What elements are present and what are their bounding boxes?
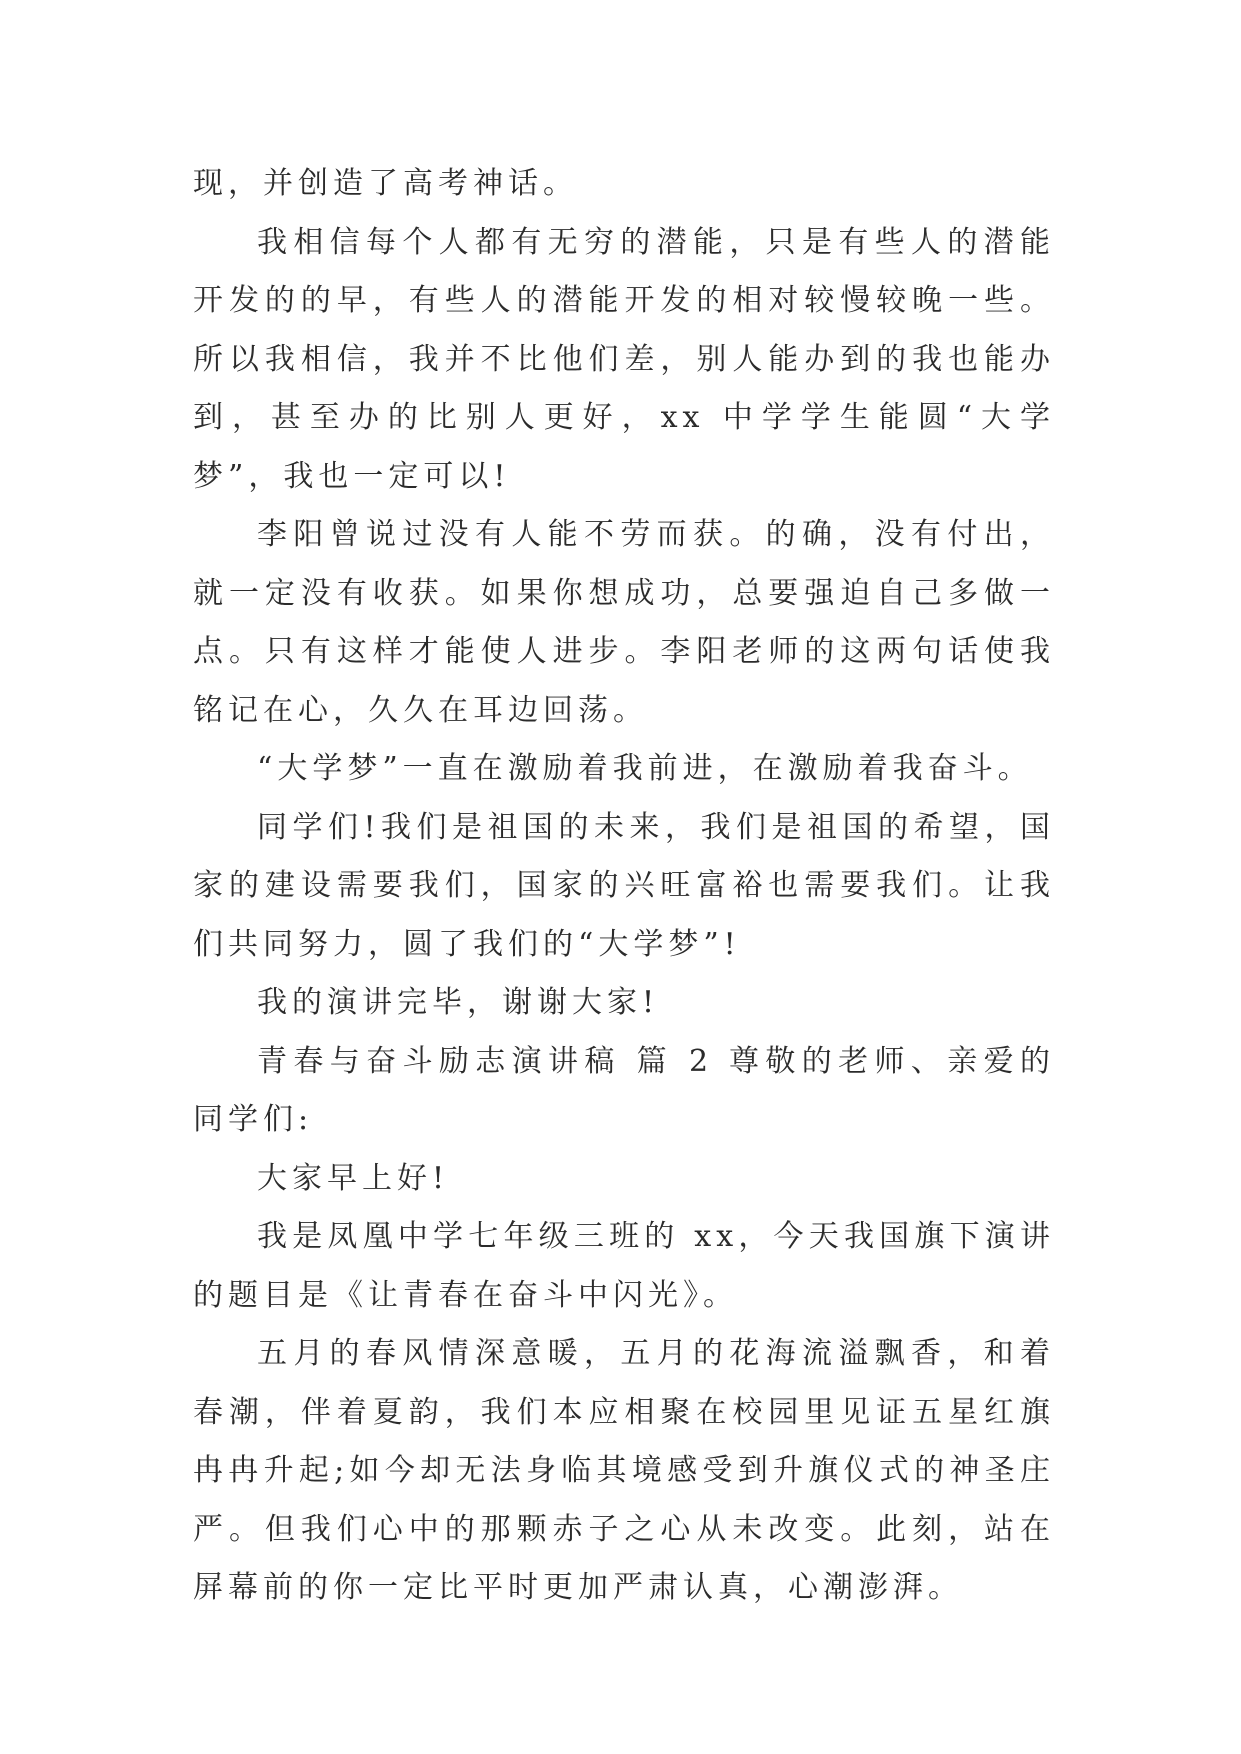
paragraph-5: 同学们!我们是祖国的未来，我们是祖国的希望，国家的建设需要我们，国家的兴旺富裕也需要我们。让我们共同努力，圆了我们的“大学梦”! <box>193 809 1055 962</box>
document-body <box>193 155 1055 1618</box>
paragraph-6: 我的演讲完毕，谢谢大家! <box>257 985 660 1020</box>
paragraph-2: 我相信每个人都有无穷的潜能，只是有些人的潜能开发的的早，有些人的潜能开发的相对较慢较晚一些。所以我相信，我并不比他们差，别人能办到的我也能办到，甚至办的比别人更好，xx 中学学生能圆“大学梦”，我也一定可以! <box>193 224 1055 494</box>
paragraph-1: 现，并创造了高考神话。 <box>193 166 578 201</box>
paragraph-3: 李阳曾说过没有人能不劳而获。的确，没有付出，就一定没有收获。如果你想成功，总要强迫自己多做一点。只有这样才能使人进步。李阳老师的这两句话使我铭记在心，久久在耳边回荡。 <box>193 517 1055 728</box>
paragraph-7-section-heading: 青春与奋斗励志演讲稿 篇 2 尊敬的老师、亲爱的同学们: <box>193 1043 1055 1137</box>
paragraph-8: 大家早上好! <box>257 1160 450 1196</box>
paragraph-10: 五月的春风情深意暖，五月的花海流溢飘香，和着春潮，伴着夏韵，我们本应相聚在校园里见证五星红旗冉冉升起;如今却无法身临其境感受到升旗仪式的神圣庄严。但我们心中的那颗赤子之心从未改变。此刻，站在屏幕前的你一定比平时更加严肃认真，心潮澎湃。 <box>193 1336 1055 1605</box>
paragraph-9: 我是凤凰中学七年级三班的 xx，今天我国旗下演讲的题目是《让青春在奋斗中闪光》。 <box>193 1219 1055 1313</box>
paragraph-4: “大学梦”一直在激励着我前进，在激励着我奋斗。 <box>257 751 1033 786</box>
